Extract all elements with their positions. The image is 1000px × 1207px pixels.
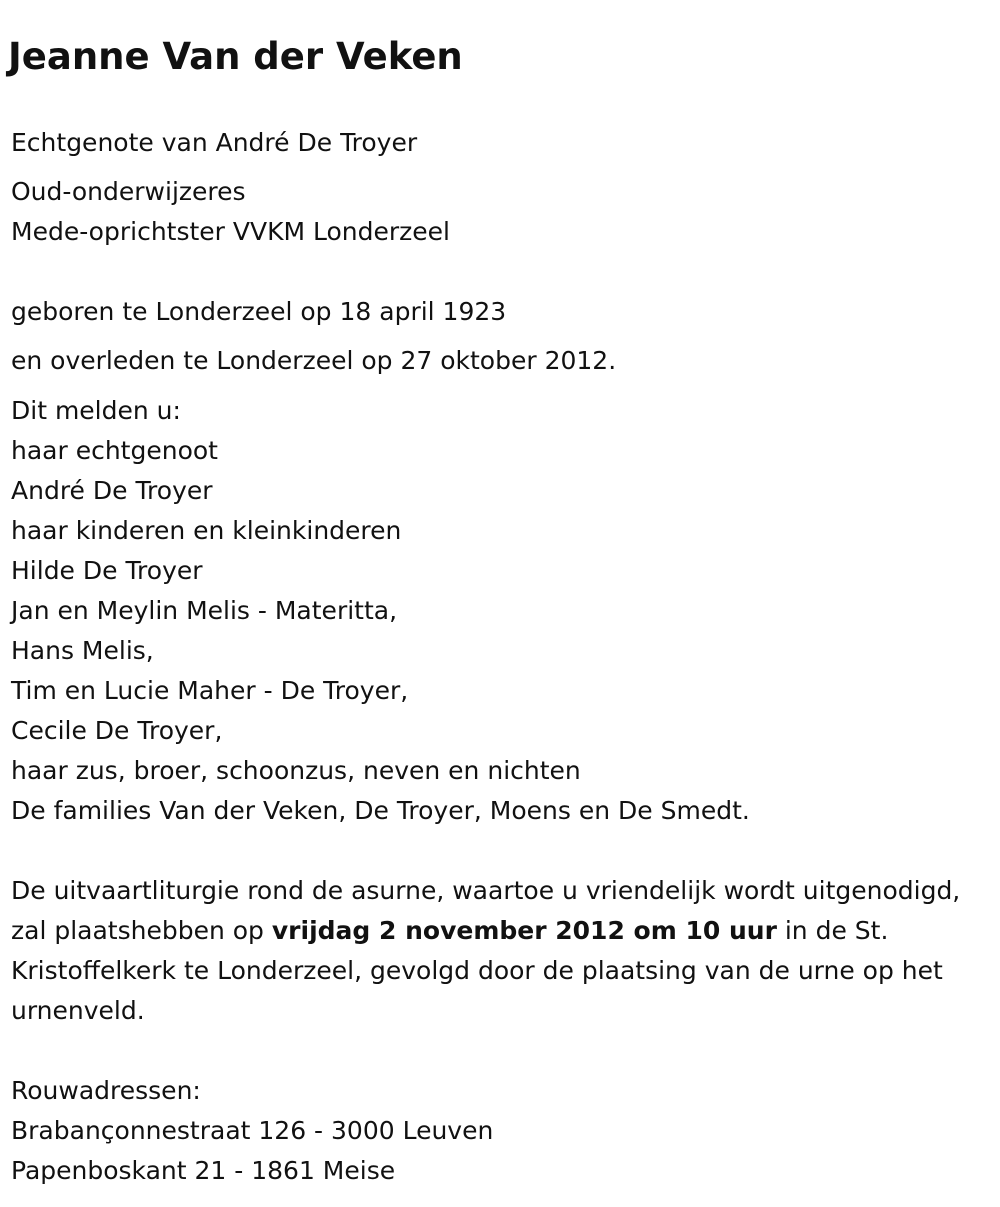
announcer-line: Jan en Meylin Melis - Materitta,: [11, 596, 398, 625]
death-line: en overleden te Londerzeel op 27 oktober 2012.: [11, 346, 617, 375]
addresses-heading: Rouwadressen:: [11, 1076, 201, 1105]
page-title: Jeanne Van der Veken: [8, 35, 463, 78]
birth-line: geboren te Londerzeel op 18 april 1923: [11, 297, 507, 326]
ceremony-date-time: vrijdag 2 november 2012 om 10 uur: [271, 916, 777, 945]
announcer-line: haar echtgenoot: [11, 436, 218, 465]
announcer-line: Dit melden u:: [11, 396, 181, 425]
role-line-2: Mede-oprichtster VVKM Londerzeel: [11, 217, 451, 246]
spouse-line: Echtgenote van André De Troyer: [11, 128, 418, 157]
announcer-line: Hans Melis,: [11, 636, 154, 665]
ceremony-text-before: De uitvaartliturgie rond de asurne, waartoe u vriendelijk wordt uitgenodigd, zal plaatshebben op: [11, 876, 961, 945]
announcer-line: Hilde De Troyer: [11, 556, 203, 585]
address-line: Papenboskant 21 - 1861 Meise: [11, 1156, 396, 1185]
announcer-line: André De Troyer: [11, 476, 213, 505]
announcer-line: De families Van der Veken, De Troyer, Moens en De Smedt.: [11, 796, 750, 825]
announcer-line: haar zus, broer, schoonzus, neven en nichten: [11, 756, 581, 785]
address-line: Brabançonnestraat 126 - 3000 Leuven: [11, 1116, 494, 1145]
ceremony-paragraph: [11, 871, 986, 1031]
role-line-1: Oud-onderwijzeres: [11, 177, 246, 206]
announcer-line: haar kinderen en kleinkinderen: [11, 516, 402, 545]
announcer-line: Cecile De Troyer,: [11, 716, 223, 745]
announcer-line: Tim en Lucie Maher - De Troyer,: [11, 676, 409, 705]
ceremony-text-after: in de St. Kristoffelkerk te Londerzeel, gevolgd door de plaatsing van de urne op het urnenveld.: [11, 916, 943, 1025]
